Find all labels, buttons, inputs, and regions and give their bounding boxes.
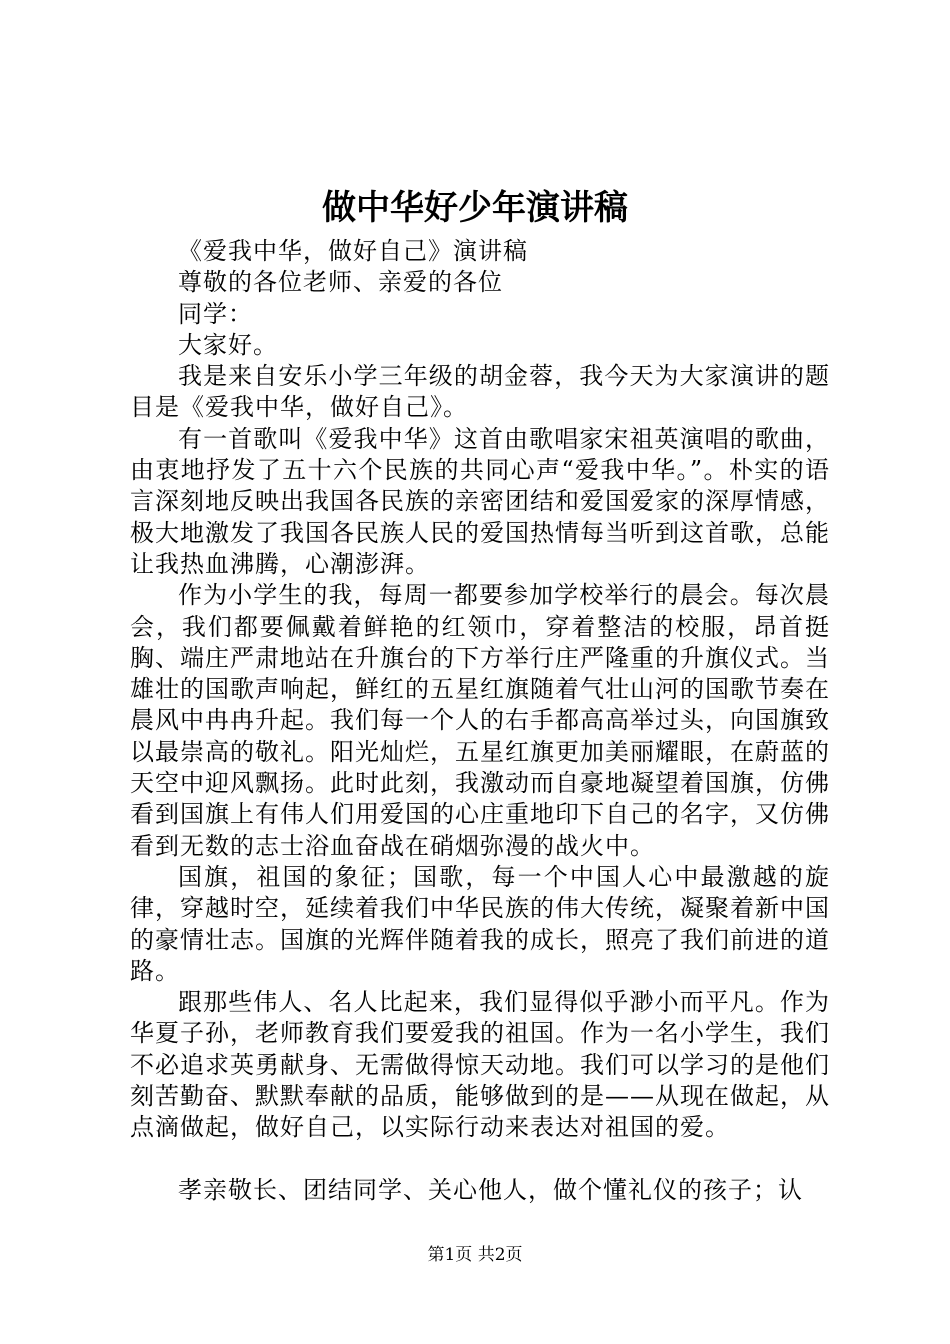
paragraph-introduction: 我是来自安乐小学三年级的胡金蓉，我今天为大家演讲的题目是《爱我中华，做好自己》。 (130, 362, 830, 422)
page-number-footer: 第1页 共2页 (427, 1245, 523, 1265)
paragraph-flag-ceremony: 作为小学生的我，每周一都要参加学校举行的晨会。每次晨会，我们都要佩戴着鲜艳的红领巾，穿着整洁的校服，昂首挺胸、端庄严肃地站在升旗台的下方举行庄严隆重的升旗仪式。当雄壮的国歌声响起，鲜红的五星红旗随着气壮山河的国歌节奏在晨风中冉冉升起。我们每一个人的右手都高高举过头，向国旗致以最崇高的敬礼。阳光灿烂，五星红旗更加美丽耀眼，在蔚蓝的天空中迎风飘扬。此时此刻，我激动而自豪地凝望着国旗，仿佛看到国旗上有伟人们用爱国的心庄重地印下自己的名字，又仿佛看到无数的志士浴血奋战在硝烟弥漫的战火中。 (130, 581, 830, 860)
paragraph-greeting: 大家好。 (178, 330, 278, 359)
paragraph-salutation: 尊敬的各位老师、亲爱的各位 (178, 268, 503, 297)
paragraph-national-symbols: 国旗，祖国的象征；国歌，每一个中国人心中最激越的旋律，穿越时空，延续着我们中华民族的伟大传统，凝聚着新中国的豪情壮志。国旗的光辉伴随着我的成长，照亮了我们前进的道路。 (130, 862, 830, 985)
paragraph-salutation-cont: 同学： (178, 299, 253, 328)
paragraph-respect-elders: 孝亲敬长、团结同学、关心他人，做个懂礼仪的孩子；认 (178, 1175, 803, 1204)
document-body (130, 236, 830, 1206)
paragraph-do-well: 跟那些伟人、名人比起来，我们显得似乎渺小而平凡。作为华夏子孙，老师教育我们要爱我的祖国。作为一名小学生，我们不必追求英勇献身、无需做得惊天动地。我们可以学习的是他们刻苦勤奋、默默奉献的品质，能够做到的是——从现在做起，从点滴做起，做好自己，以实际行动来表达对祖国的爱。 (130, 988, 830, 1142)
document-title: 做中华好少年演讲稿 (322, 188, 628, 228)
paragraph-speech-title: 《爱我中华，做好自己》演讲稿 (178, 237, 528, 265)
paragraph-song: 有一首歌叫《爱我中华》这首由歌唱家宋祖英演唱的歌曲，由衷地抒发了五十六个民族的共同心声“爱我中华。”。朴实的语言深刻地反映出我国各民族的亲密团结和爱国爱家的深厚情感，极大地激发了我国各民族人民的爱国热情每当听到这首歌，总能让我热血沸腾，心潮澎湃。 (130, 424, 830, 578)
